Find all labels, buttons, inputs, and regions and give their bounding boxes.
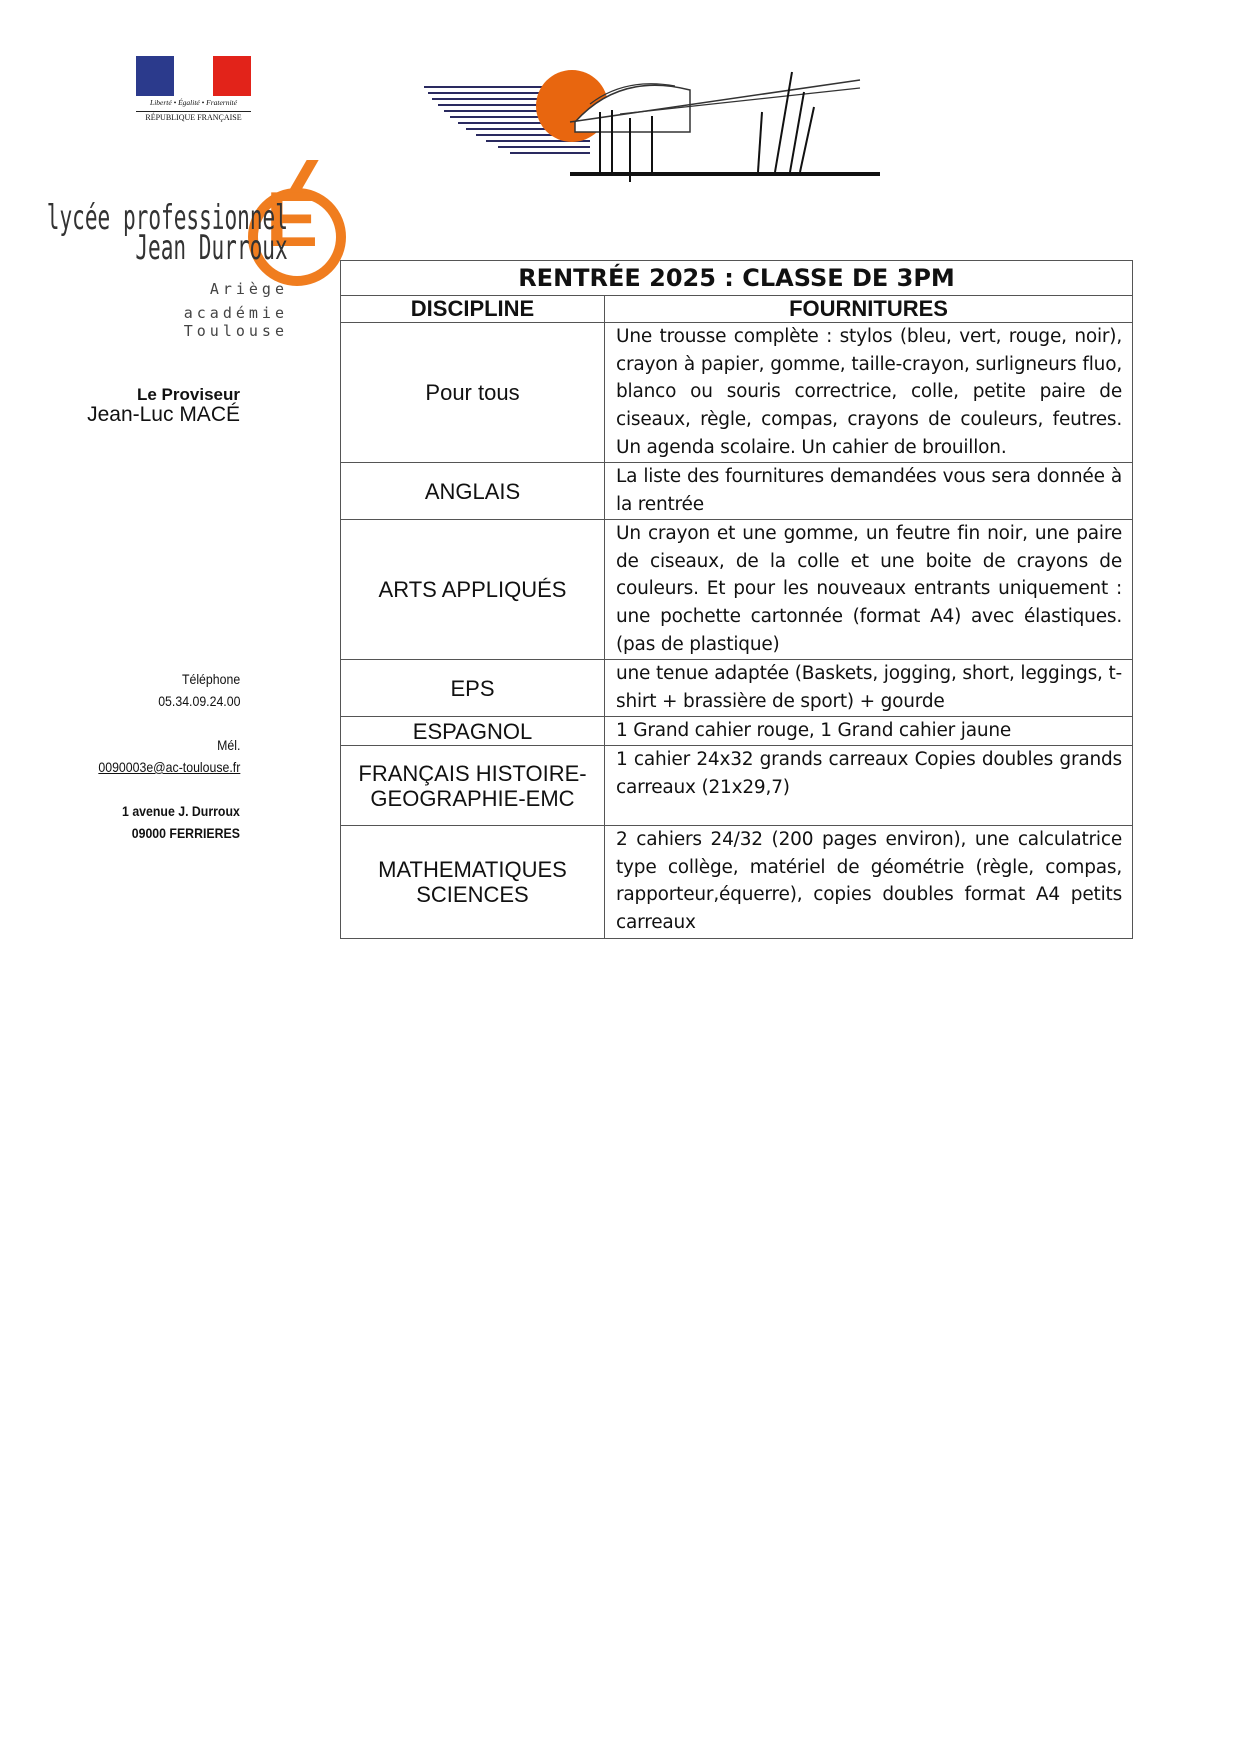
fournitures-cell: 2 cahiers 24/32 (200 pages environ), une calculatrice type collège, matériel de géométrie (règle, compas, rapporteur,équerre), copies doubles format A4 petits carreaux bbox=[605, 826, 1133, 939]
discipline-cell: MATHEMATIQUES SCIENCES bbox=[341, 826, 605, 939]
fournitures-cell: 1 cahier 24x32 grands carreaux Copies doubles grands carreaux (21x29,7) bbox=[605, 746, 1133, 826]
republic-motto: Liberté • Égalité • Fraternité bbox=[150, 98, 237, 107]
table-row bbox=[341, 660, 1133, 717]
proviseur-label: Le Proviseur bbox=[137, 385, 240, 404]
table-row bbox=[341, 826, 1133, 939]
telephone-value: 05.34.09.24.00 bbox=[157, 693, 240, 709]
column-header-discipline: DISCIPLINE bbox=[341, 296, 605, 323]
marianne-logo bbox=[136, 56, 251, 126]
table-row bbox=[341, 323, 1133, 463]
table-row bbox=[341, 463, 1133, 520]
table-row bbox=[341, 746, 1133, 826]
discipline-cell: FRANÇAIS HISTOIRE-GEOGRAPHIE-EMC bbox=[341, 746, 605, 826]
table-row bbox=[341, 520, 1133, 660]
supplies-table bbox=[340, 260, 1133, 939]
discipline-cell: ARTS APPLIQUÉS bbox=[341, 520, 605, 660]
school-academy-city: Toulouse bbox=[183, 322, 288, 340]
table-title-row bbox=[341, 261, 1133, 296]
table-header-row bbox=[341, 296, 1133, 323]
fournitures-cell: 1 Grand cahier rouge, 1 Grand cahier jaune bbox=[605, 717, 1133, 746]
fournitures-cell: une tenue adaptée (Baskets, jogging, short, leggings, t-shirt + brassière de sport) + gourde bbox=[605, 660, 1133, 717]
address-line1: 1 avenue J. Durroux bbox=[122, 803, 240, 819]
table-row bbox=[341, 717, 1133, 746]
school-logo-line1: lycée professionnel bbox=[46, 198, 288, 238]
column-header-fournitures: FOURNITURES bbox=[605, 296, 1133, 323]
proviseur-name: Jean-Luc MACÉ bbox=[87, 403, 240, 426]
fournitures-cell: Un crayon et une gomme, un feutre fin noir, une paire de ciseaux, de la colle et une boite de crayons de couleurs. Et pour les nouveaux entrants uniquement : une pochette cartonnée (format A4) avec élastiques. (pas de plastique) bbox=[605, 520, 1133, 660]
school-logo bbox=[40, 160, 330, 350]
french-flag-icon bbox=[136, 56, 251, 96]
discipline-cell: ANGLAIS bbox=[341, 463, 605, 520]
email-label: Mél. bbox=[216, 737, 240, 753]
discipline-cell: EPS bbox=[341, 660, 605, 717]
address-line2: 09000 FERRIERES bbox=[131, 825, 240, 841]
email-link[interactable]: 0090003e@ac-toulouse.fr bbox=[98, 759, 240, 775]
republic-name: RÉPUBLIQUE FRANÇAISE bbox=[136, 111, 251, 122]
telephone-label: Téléphone bbox=[181, 671, 240, 687]
school-region: Ariège bbox=[209, 280, 288, 298]
fournitures-cell: La liste des fournitures demandées vous sera donnée à la rentrée bbox=[605, 463, 1133, 520]
school-building-icon bbox=[420, 62, 880, 188]
school-logo-line2: Jean Durroux bbox=[135, 228, 288, 268]
fournitures-cell: Une trousse complète : stylos (bleu, vert, rouge, noir), crayon à papier, gomme, taille-crayon, surligneurs fluo, blanco ou souris correctrice, colle, petite paire de ciseaux, règle, compas, crayons de couleurs, feutres. Un agenda scolaire. Un cahier de brouillon. bbox=[605, 323, 1133, 463]
school-academy-label: académie bbox=[183, 304, 288, 322]
table-title: RENTRÉE 2025 : CLASSE DE 3PM bbox=[341, 261, 1133, 296]
discipline-cell: Pour tous bbox=[341, 323, 605, 463]
discipline-cell: ESPAGNOL bbox=[341, 717, 605, 746]
logo-e-icon: E bbox=[266, 175, 319, 263]
